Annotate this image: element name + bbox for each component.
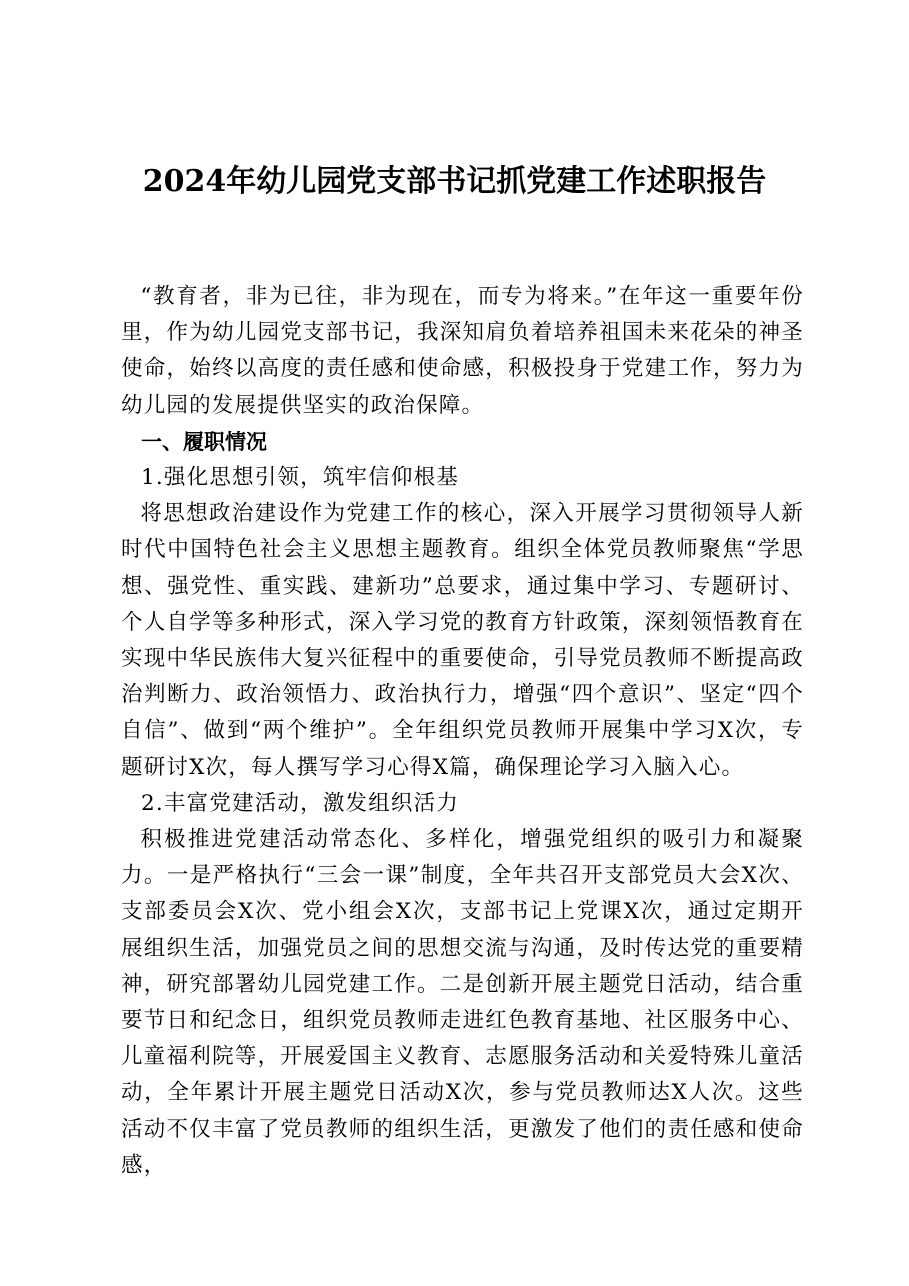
- subsection-body-1: 将思想政治建设作为党建工作的核心，深入开展学习贯彻领导人新时代中国特色社会主义思想主题教育。组织全体党员教师聚焦“学思想、强党性、重实践、建新功”总要求，通过集中学习、专题研讨、个人自学等多种形式，深入学习党的教育方针政策，深刻领悟教育在实现中华民族伟大复兴征程中的重要使命，引导党员教师不断提高政治判断力、政治领悟力、政治执行力，增强“四个意识”、坚定“四个自信”、做到“两个维护”。全年组织党员教师开展集中学习X次，专题研讨X次，每人撰写学习心得X篇，确保理论学习入脑入心。: [121, 501, 804, 780]
- document-title: 2024年幼儿园党支部书记抓党建工作述职报告: [142, 164, 767, 199]
- subsection-body-2: 积极推进党建活动常态化、多样化，增强党组织的吸引力和凝聚力。一是严格执行“三会一课”制度，全年共召开支部党员大会X次、支部委员会X次、党小组会X次，支部书记上党课X次，通过定期开展组织生活，加强党员之间的思想交流与沟通，及时传达党的重要精神，研究部署幼儿园党建工作。二是创新开展主题党日活动，结合重要节日和纪念日，组织党员教师走进红色教育基地、社区服务中心、儿童福利院等，开展爱国主义教育、志愿服务活动和关爱特殊儿童活动，全年累计开展主题党日活动X次，参与党员教师达X人次。这些活动不仅丰富了党员教师的组织生活，更激发了他们的责任感和使命感，: [121, 827, 804, 1178]
- document-body: [121, 279, 804, 1184]
- intro-paragraph: “教育者，非为已往，非为现在，而专为将来。”在年这一重要年份里，作为幼儿园党支部书记，我深知肩负着培养祖国未来花朵的神圣使命，始终以高度的责任感和使命感，积极投身于党建工作，努力为幼儿园的发展提供坚实的政治保障。: [121, 284, 804, 418]
- section-heading-performance: 一、履职情况: [141, 429, 267, 454]
- subsection-heading-1: 1.强化思想引领，筑牢信仰根基: [141, 465, 460, 491]
- subsection-heading-2: 2.丰富党建活动，激发组织活力: [141, 790, 460, 816]
